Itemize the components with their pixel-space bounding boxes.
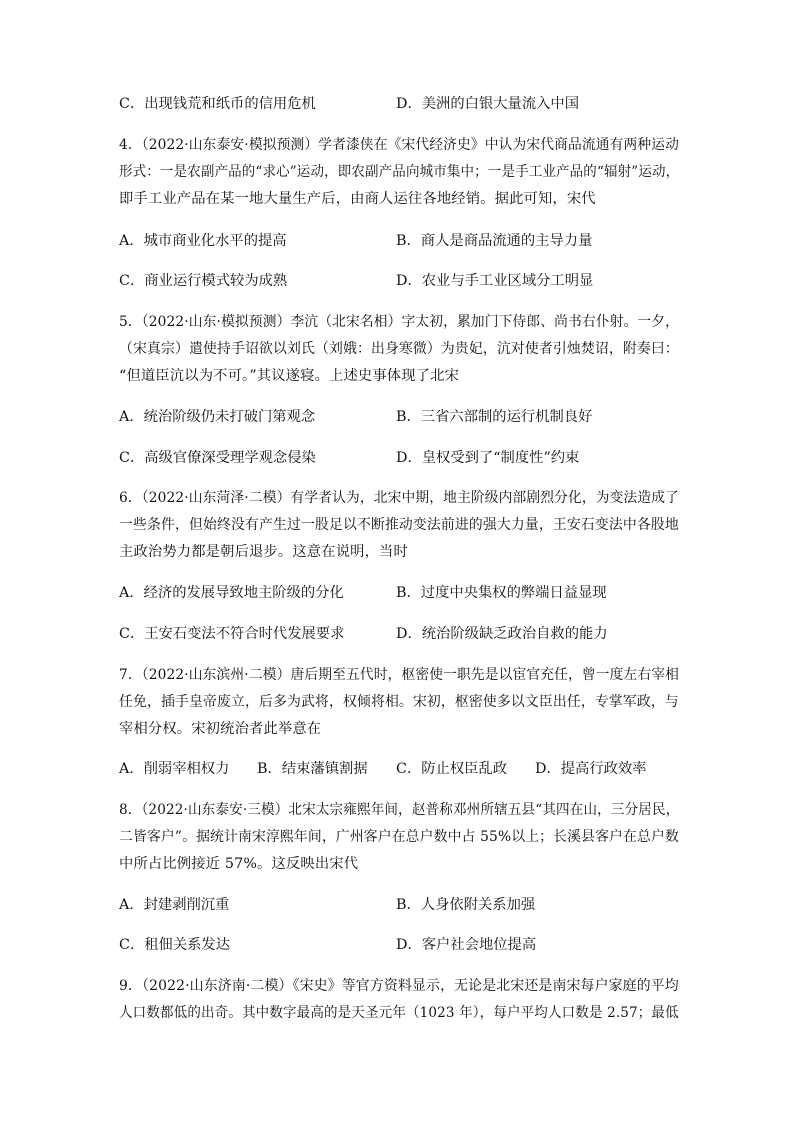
q7-stem-line-2: 任免，插手皇帝废立，后多为武将，权倾将相。宋初，枢密使多以文臣出任，专掌军政，与 (119, 694, 679, 710)
q7-option-b: B．结束藩镇割据 (257, 761, 368, 777)
q6-option-b: B．过度中央集权的弊端日益显现 (396, 585, 607, 601)
q6-option-c: C．王安石变法不符合时代发展要求 (119, 626, 345, 642)
q6-stem-line-3: 主政治势力都是朝后退步。这意在说明，当时 (119, 544, 408, 560)
q5-option-b: B．三省六部制的运行机制良好 (396, 409, 593, 425)
q5-stem-line-1: 5．（2022·山东·模拟预测）李沆（北宋名相）字太初，累加门下侍郎、尚书右仆射。一夕， (119, 314, 679, 330)
q5-stem-line-3: “但道臣沆以为不可。”其议遂寝。上述史事体现了北宋 (119, 368, 460, 384)
q7-option-c: C．防止权臣乱政 (396, 761, 508, 777)
q6-stem-line-1: 6．（2022·山东菏泽·二模）有学者认为，北宋中期，地主阶级内部剧烈分化，为变法造成了 (119, 490, 679, 506)
q7-option-d: D．提高行政效率 (535, 761, 647, 777)
q4-stem-line-1: 4．（2022·山东泰安·模拟预测）学者漆侠在《宋代经济史》中认为宋代商品流通有两种运动 (119, 137, 679, 153)
q9-stem-line-2: 人口数都低的出奇。其中数字最高的是天圣元年（1023 年），每户平均人口数是 2.57；最低 (119, 1005, 679, 1021)
q4-option-a: A．城市商业化水平的提高 (119, 233, 287, 249)
q7-stem-line-1: 7．（2022·山东滨州·二模）唐后期至五代时，枢密使一职先是以宦官充任，曾一度左右宰相 (119, 667, 679, 683)
q7-stem-line-3: 宰相分权。宋初统治者此举意在 (119, 721, 322, 737)
q8-option-b: B．人身依附关系加强 (396, 897, 536, 913)
q8-option-c: C．租佃关系发达 (119, 937, 231, 953)
q6-option-a: A．经济的发展导致地主阶级的分化 (119, 585, 344, 601)
q5-stem-line-2: （宋真宗）遣使持手诏欲以刘氏（刘娥：出身寒微）为贵妃，沆对使者引烛焚诏，附奏曰： (119, 341, 679, 357)
q6-option-d: D．统治阶级缺乏政治自救的能力 (396, 626, 608, 642)
q8-stem-line-1: 8．（2022·山东泰安·三模）北宋太宗雍熙年间，赵普称邓州所辖五县“其四在山，三分居民， (119, 802, 680, 818)
q6-stem-line-2: 一些条件，但始终没有产生过一股足以不断推动变法前进的强大力量，王安石变法中各股地 (119, 517, 679, 533)
q7-option-a: A．削弱宰相权力 (119, 761, 230, 777)
q4-stem-line-2: 形式：一是农副产品的“求心”运动，即农副产品向城市集中；一是手工业产品的“辐射”运动， (119, 164, 680, 180)
q8-option-d: D．客户社会地位提高 (396, 937, 537, 953)
q5-option-d: D．皇权受到了“制度性”约束 (396, 450, 580, 466)
q8-stem-line-3: 中所占比例接近 57%。这反映出宋代 (119, 856, 359, 872)
q5-option-c: C．高级官僚深受理学观念侵染 (119, 450, 316, 466)
q4-option-b: B．商人是商品流通的主导力量 (396, 233, 593, 249)
q4-option-d: D．农业与手工业区域分工明显 (396, 273, 594, 289)
q3-option-c: C．出现钱荒和纸币的信用危机 (119, 96, 316, 112)
q8-option-a: A．封建剥削沉重 (119, 897, 230, 913)
q4-option-c: C．商业运行模式较为成熟 (119, 273, 288, 289)
q8-stem-line-2: 二皆客户”。据统计南宋淳熙年间，广州客户在总户数中占 55%以上；长溪县客户在总户数 (119, 829, 679, 845)
q3-option-d: D．美洲的白银大量流入中国 (396, 96, 580, 112)
q9-stem-line-1: 9．（2022·山东济南·二模）《宋史》等官方资料显示，无论是北宋还是南宋每户家庭的平均 (119, 978, 679, 994)
q5-option-a: A．统治阶级仍未打破门第观念 (119, 409, 316, 425)
q4-stem-line-3: 即手工业产品在某一地大量生产后，由商人运往各地经销。据此可知，宋代 (119, 191, 596, 207)
